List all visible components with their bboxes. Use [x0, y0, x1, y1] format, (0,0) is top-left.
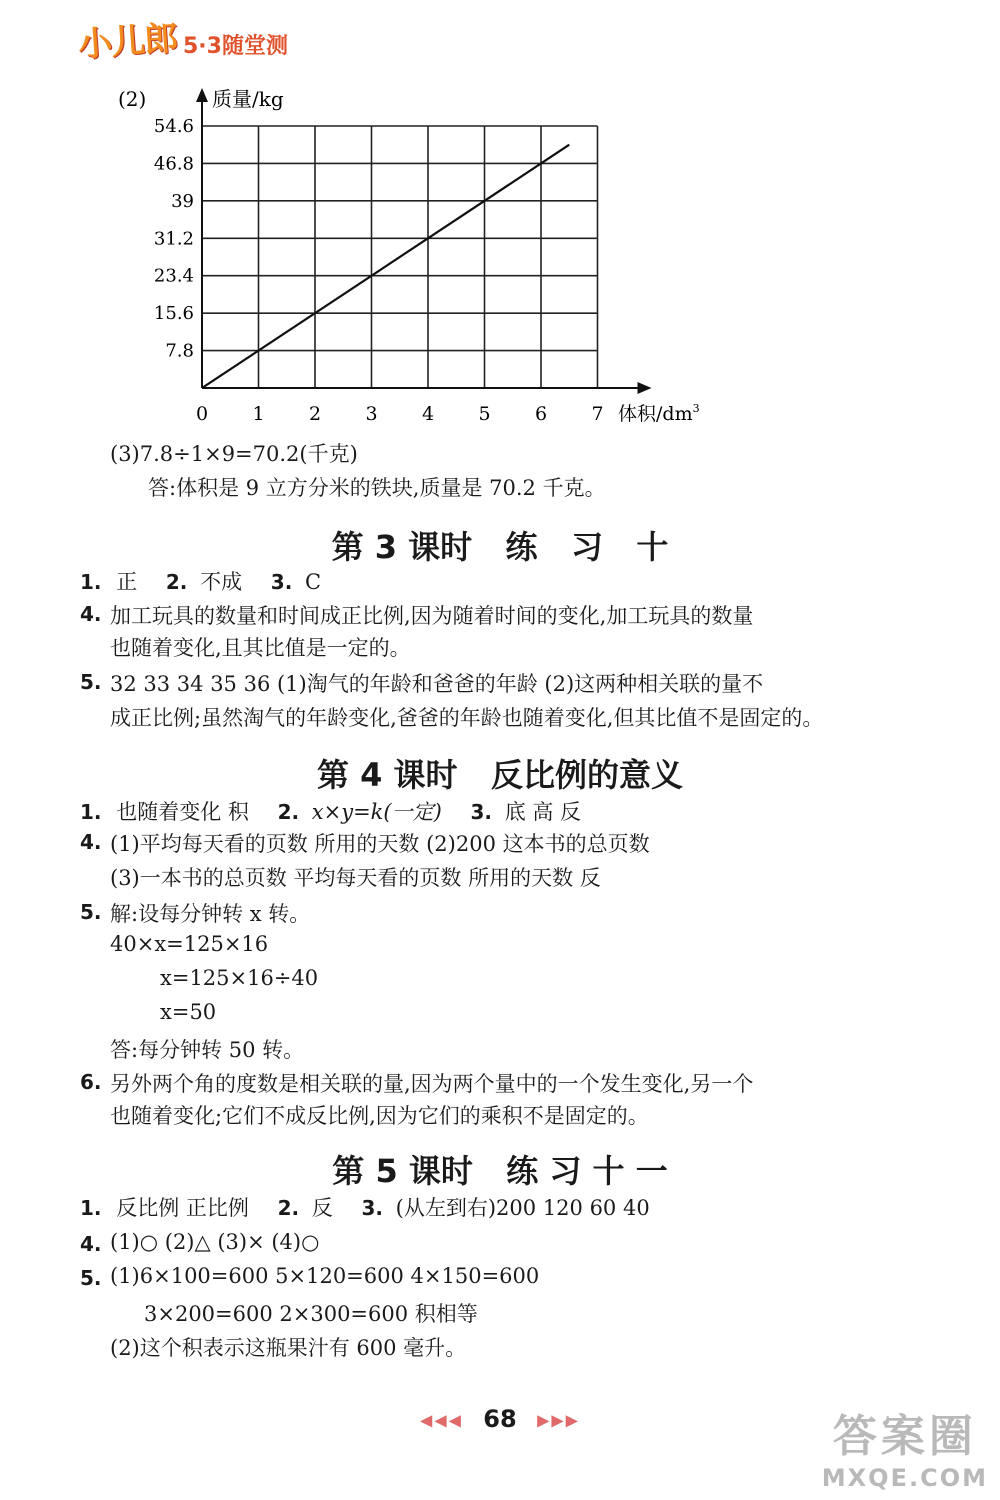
- s5-q4-line1: (1)○ (2)△ (3)× (4)○: [110, 1230, 320, 1254]
- chart-x-axis-label: 体积$/dm^3$: [618, 402, 700, 425]
- chart-y-axis-label: 质量/kg: [212, 87, 284, 111]
- series-line: [202, 145, 569, 388]
- s5-q5-line3: (2)这个积表示这瓶果汁有 600 毫升。: [110, 1336, 467, 1360]
- x-axis-arrow-icon: [638, 382, 652, 394]
- s3-q4-number: 4.: [80, 602, 102, 626]
- s4-q5-line4: x=50: [160, 1000, 217, 1024]
- y-tick-label: 7.8: [165, 340, 194, 362]
- y-tick-label: 23.4: [153, 265, 194, 287]
- s3-q4-line1: 加工玩具的数量和时间成正比例,因为随着时间的变化,加工玩具的数量: [110, 604, 754, 628]
- s4-q4-line2: (3)一本书的总页数 平均每天看的页数 所用的天数 反: [110, 866, 601, 890]
- s5-q2-answer: 反: [311, 1196, 333, 1220]
- q3-calc: (3)7.8÷1×9=70.2(千克): [110, 442, 358, 466]
- watermark-text: 答案圈: [832, 1411, 977, 1462]
- s3-q3-number: 3.: [270, 570, 293, 594]
- s4-q6-line2: 也随着变化;它们不成反比例,因为它们的乘积不是固定的。: [110, 1104, 649, 1128]
- footer-left-arrows: ◀◀◀: [420, 1410, 463, 1430]
- s4-q6-number: 6.: [80, 1070, 102, 1094]
- watermark-url: MXQE.COM: [821, 1464, 988, 1492]
- s3-q1-number: 1.: [80, 570, 102, 594]
- mass-volume-chart: [110, 80, 750, 430]
- x-tick-label: 3: [365, 403, 378, 425]
- s4-q5-number: 5.: [80, 900, 102, 924]
- section-4-title: 第 4 课时 反比例的意义: [317, 756, 683, 794]
- s3-q5-line1: 32 33 34 35 36 (1)淘气的年龄和爸爸的年龄 (2)这两种相关联的量不: [110, 672, 764, 696]
- s5-q3-number: 3.: [361, 1196, 383, 1220]
- s4-q3-number: 3.: [470, 800, 492, 824]
- x-tick-label: 5: [478, 403, 491, 425]
- s3-q4-line2: 也随着变化,且其比值是一定的。: [110, 636, 411, 660]
- s3-q5-line2: 成正比例;虽然淘气的年龄变化,爸爸的年龄也随着变化,但其比值不是固定的。: [110, 706, 824, 730]
- s5-q1-number: 1.: [80, 1196, 102, 1220]
- x-tick-label: 7: [591, 403, 604, 425]
- s5-q2-number: 2.: [277, 1196, 300, 1220]
- s4-q2-answer: x×y=k(一定): [311, 800, 442, 824]
- s4-q6-line1: 另外两个角的度数是相关联的量,因为两个量中的一个发生变化,另一个: [110, 1072, 754, 1096]
- s5-q5-line2: 3×200=600 2×300=600 积相等: [144, 1302, 478, 1326]
- s3-line1: [80, 566, 321, 596]
- footer-right-arrows: ▶▶▶: [537, 1410, 580, 1430]
- s5-q3-answer: (从左到右)200 120 60 40: [395, 1196, 650, 1220]
- s5-q5-line1: (1)6×100=600 5×120=600 4×150=600: [110, 1264, 540, 1288]
- s5-q4-number: 4.: [80, 1232, 102, 1256]
- logo-series-text: 5·3随堂测: [183, 34, 288, 59]
- s3-q2-number: 2.: [165, 570, 188, 594]
- s5-line1: [80, 1192, 650, 1222]
- s4-q4-line1: (1)平均每天看的页数 所用的天数 (2)200 这本书的总页数: [110, 832, 650, 856]
- logo-main-text: 小儿郎: [76, 18, 179, 66]
- watermark: [822, 1400, 988, 1492]
- s3-q2-answer: 不成: [200, 570, 243, 594]
- y-axis-arrow-icon: [196, 88, 208, 102]
- section-3-title: 第 3 课时 练 习 十: [331, 528, 669, 566]
- y-tick-label: 39: [171, 190, 194, 212]
- y-tick-label: 46.8: [153, 153, 194, 175]
- s5-q1-answer: 反比例 正比例: [116, 1196, 249, 1220]
- s4-q5-line1: 解:设每分钟转 x 转。: [110, 902, 311, 926]
- s4-q1-answer: 也随着变化 积: [116, 800, 249, 824]
- page-number: 68: [483, 1405, 517, 1433]
- x-tick-label: 0: [195, 403, 209, 425]
- x-tick-label: 1: [252, 403, 265, 425]
- s3-q5-number: 5.: [80, 670, 102, 694]
- q3-answer: 答:体积是 9 立方分米的铁块,质量是 70.2 千克。: [148, 476, 606, 500]
- chart-series: [202, 145, 569, 388]
- s3-q3-answer: C: [304, 570, 322, 594]
- x-tick-label: 6: [534, 403, 548, 425]
- y-tick-label: 31.2: [153, 228, 194, 250]
- y-tick-label: 54.6: [153, 116, 194, 137]
- s4-q3-answer: 底 高 反: [504, 800, 582, 824]
- s4-q2-number: 2.: [277, 800, 300, 824]
- section-5-title: 第 5 课时 练 习 十 一: [332, 1152, 668, 1190]
- s4-q5-line5: 答:每分钟转 50 转。: [110, 1038, 305, 1062]
- s5-q5-number: 5.: [80, 1266, 102, 1290]
- s4-q1-number: 1.: [80, 800, 102, 824]
- s4-q5-line3: x=125×16÷40: [160, 966, 319, 990]
- s4-q5-line2: 40×x=125×16: [110, 932, 269, 956]
- x-tick-label: 2: [308, 403, 322, 425]
- x-tick-label: 4: [421, 403, 435, 425]
- brand-logo: [76, 14, 288, 66]
- y-tick-label: 15.6: [153, 303, 194, 325]
- s4-line1: [80, 796, 581, 826]
- s4-q4-number: 4.: [80, 830, 102, 854]
- s3-q1-answer: 正: [116, 570, 138, 594]
- chart-item-label: (2): [118, 87, 147, 111]
